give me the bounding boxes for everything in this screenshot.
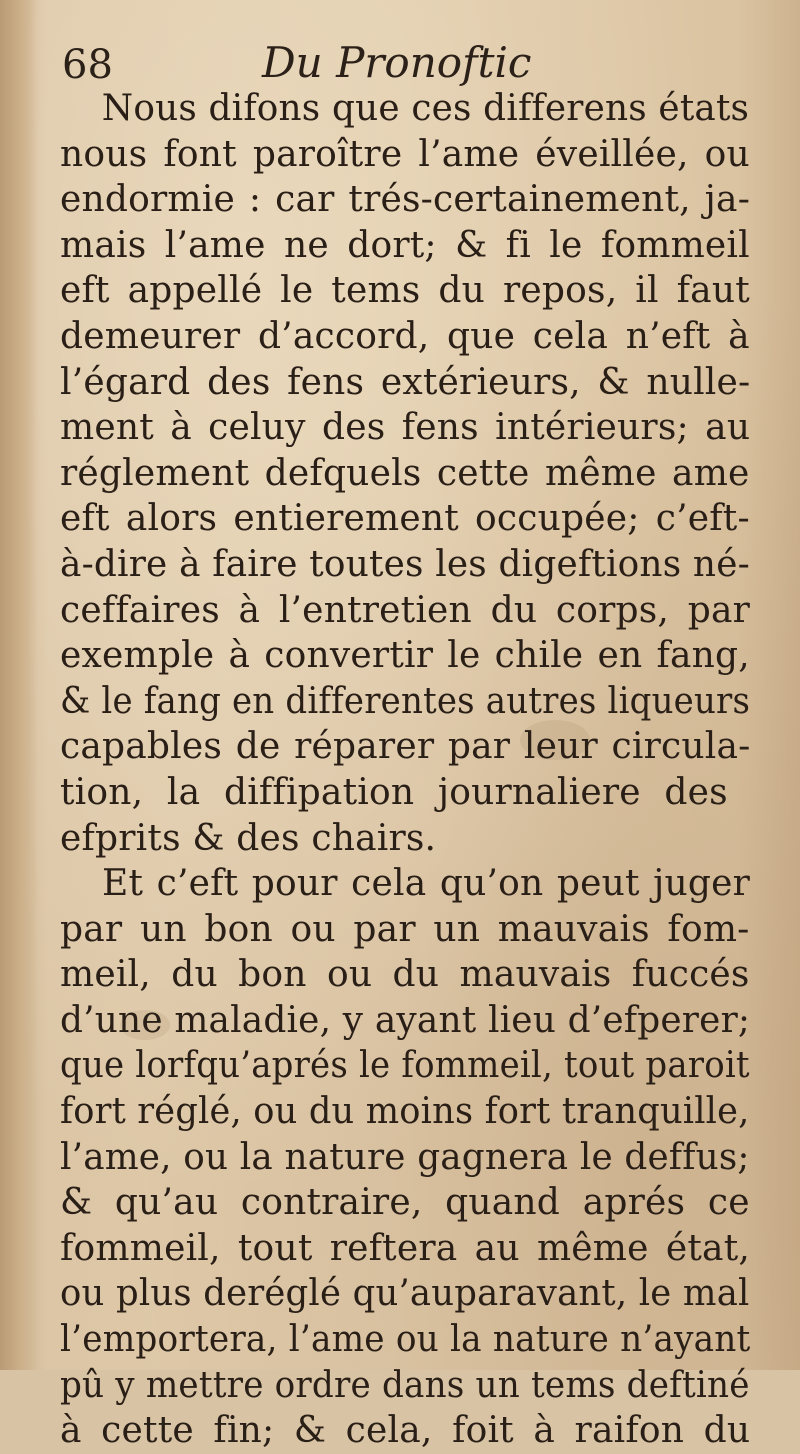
text-line: l’ame, ou la nature gagnera le deffus; [60,1136,750,1178]
text-line: réglement defquels cette même ame [60,452,750,494]
text-line: meil, du bon ou du mauvais fuccés [60,954,750,996]
text-line: eft alors entierement occupée; c’eft- [60,498,750,540]
text-line: que lorfqu’aprés le fommeil, tout paroit [60,1045,750,1087]
text-line: mais l’ame ne dort; & fi le fommeil [60,224,750,266]
text-line: demeurer d’accord, que cela n’eft à [60,315,750,357]
text-line: d’une maladie, y ayant lieu d’efperer; [60,999,751,1041]
text-line: Nous difons que ces differens états [101,88,750,129]
text-line: fommeil, tout reftera au même état, [60,1227,751,1269]
text-line: eft appellé le tems du repos, il faut [60,270,750,312]
text-line: l’égard des fens extérieurs, & nulle- [60,361,751,403]
page-left-edge [0,0,38,1370]
text-line: ou plus deréglé qu’auparavant, le mal [60,1273,750,1315]
text-line: & le fang en differentes autres liqueurs [60,680,751,722]
text-line: pû y mettre ordre dans un tems deftiné [60,1364,750,1406]
text-line: efprits & des chairs. [60,817,437,859]
text-line: ment à celuy des fens intérieurs; au [60,407,751,449]
text-line: ceffaires à l’entretien du corps, par [60,589,751,631]
page-header [62,34,742,94]
body-text [60,86,760,1454]
text-line: fort réglé, ou du moins fort tranquille, [60,1091,750,1133]
text-line: Et c’eft pour cela qu’on peut juger [102,863,751,905]
page-number: 68 [62,42,113,88]
text-line: à-dire à faire toutes les digeftions né- [60,543,750,585]
text-line: & qu’au contraire, quand aprés ce [60,1182,750,1224]
text-line: par un bon ou par un mauvais fom- [60,908,750,950]
text-line: nous font paroître l’ame éveillée, ou [60,133,750,175]
text-line: l’emportera, l’ame ou la nature n’ayant [60,1319,751,1361]
text-line: tion, la diffipation journaliere des [60,771,728,813]
running-head: Du Pronoftic [262,38,532,87]
text-line: capables de réparer par leur circula- [60,726,751,768]
text-line: exemple à convertir le chile en fang, [60,635,750,677]
text-line: endormie : car trés-certainement, ja- [60,179,751,221]
text-line: à cette fin; & cela, foit à raifon du [60,1410,751,1452]
